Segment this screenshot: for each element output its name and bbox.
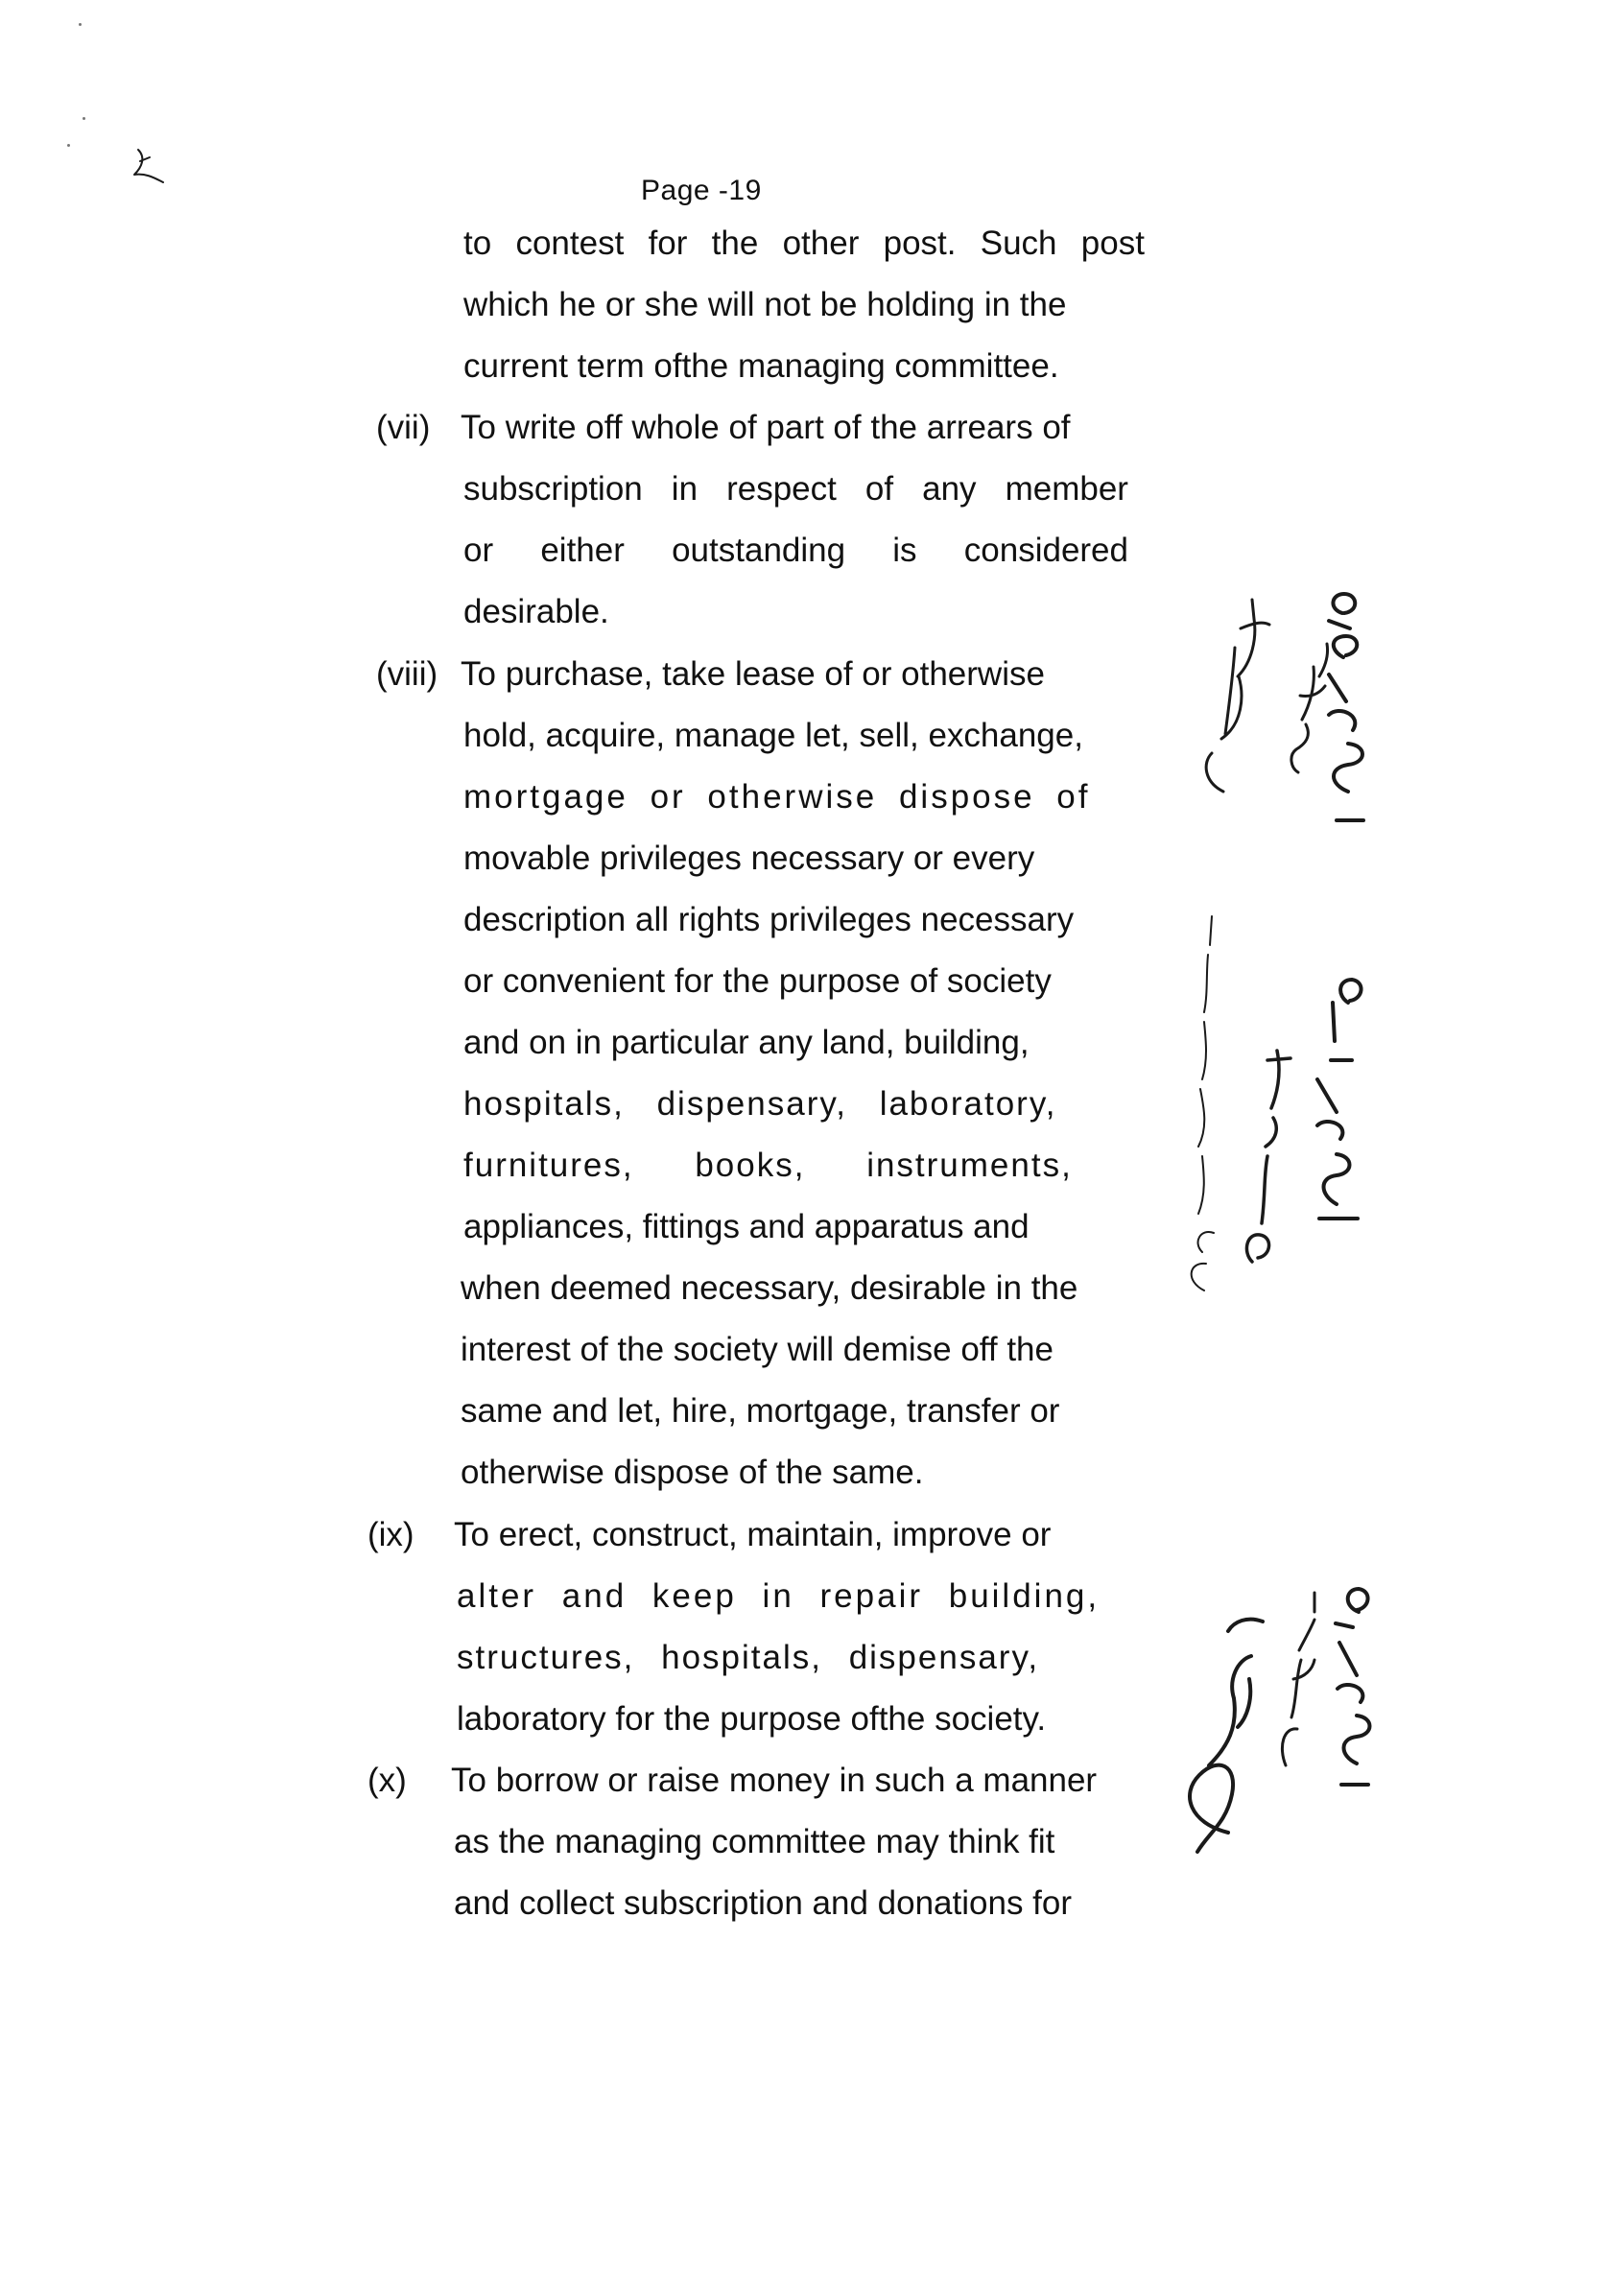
text-line: laboratory for the purpose ofthe society. bbox=[457, 1700, 1047, 1738]
scan-speck bbox=[83, 117, 85, 120]
text-line: same and let, hire, mortgage, transfer or bbox=[461, 1392, 1060, 1430]
text-line: interest of the society will demise off the bbox=[461, 1331, 1054, 1368]
clause-number: (vii) bbox=[376, 409, 431, 446]
clause-number: (ix) bbox=[367, 1516, 414, 1553]
treasurer-signature-icon bbox=[1171, 1516, 1382, 1881]
text-line: desirable. bbox=[463, 593, 609, 630]
scan-speck bbox=[67, 144, 70, 147]
text-line: description all rights privileges necessary bbox=[463, 901, 1075, 938]
text-line: movable privileges necessary or every bbox=[463, 840, 1035, 877]
text-line: as the managing committee may think fit bbox=[454, 1823, 1055, 1860]
scan-mark-icon bbox=[125, 144, 173, 187]
text-line: mortgage or otherwise dispose of bbox=[463, 778, 1091, 816]
text-line: appliances, fittings and apparatus and bbox=[463, 1208, 1030, 1245]
text-line: or convenient for the purpose of society bbox=[463, 962, 1052, 1000]
text-line: alter and keep in repair building, bbox=[457, 1577, 1101, 1615]
president-signature-icon bbox=[1166, 888, 1386, 1329]
secretary-signature-icon bbox=[1185, 533, 1377, 840]
text-line: and collect subscription and donations for bbox=[454, 1884, 1073, 1922]
clause-number: (x) bbox=[367, 1762, 407, 1799]
text-line: structures, hospitals, dispensary, bbox=[457, 1639, 1040, 1676]
scan-speck bbox=[79, 23, 82, 26]
clause-number: (viii) bbox=[376, 655, 438, 693]
page-number: Page -19 bbox=[641, 175, 762, 206]
text-line: or either outstanding is considered bbox=[463, 532, 1128, 569]
text-line: To write off whole of part of the arrears of bbox=[461, 409, 1071, 446]
text-line: and on in particular any land, building, bbox=[463, 1024, 1030, 1061]
text-line: to contest for the other post. Such post bbox=[463, 225, 1145, 262]
text-line: To borrow or raise money in such a manner bbox=[451, 1762, 1098, 1799]
text-line: hold, acquire, manage let, sell, exchange, bbox=[463, 717, 1083, 754]
text-line: current term ofthe managing committee. bbox=[463, 347, 1059, 385]
text-line: To purchase, take lease of or otherwise bbox=[461, 655, 1045, 693]
text-line: when deemed necessary, desirable in the bbox=[461, 1269, 1078, 1307]
text-line: furnitures, books, instruments, bbox=[463, 1147, 1073, 1184]
text-line: To erect, construct, maintain, improve or bbox=[454, 1516, 1052, 1553]
text-line: which he or she will not be holding in the bbox=[463, 286, 1067, 323]
text-line: subscription in respect of any member bbox=[463, 470, 1128, 508]
text-line: otherwise dispose of the same. bbox=[461, 1454, 924, 1491]
text-line: hospitals, dispensary, laboratory, bbox=[463, 1085, 1057, 1123]
